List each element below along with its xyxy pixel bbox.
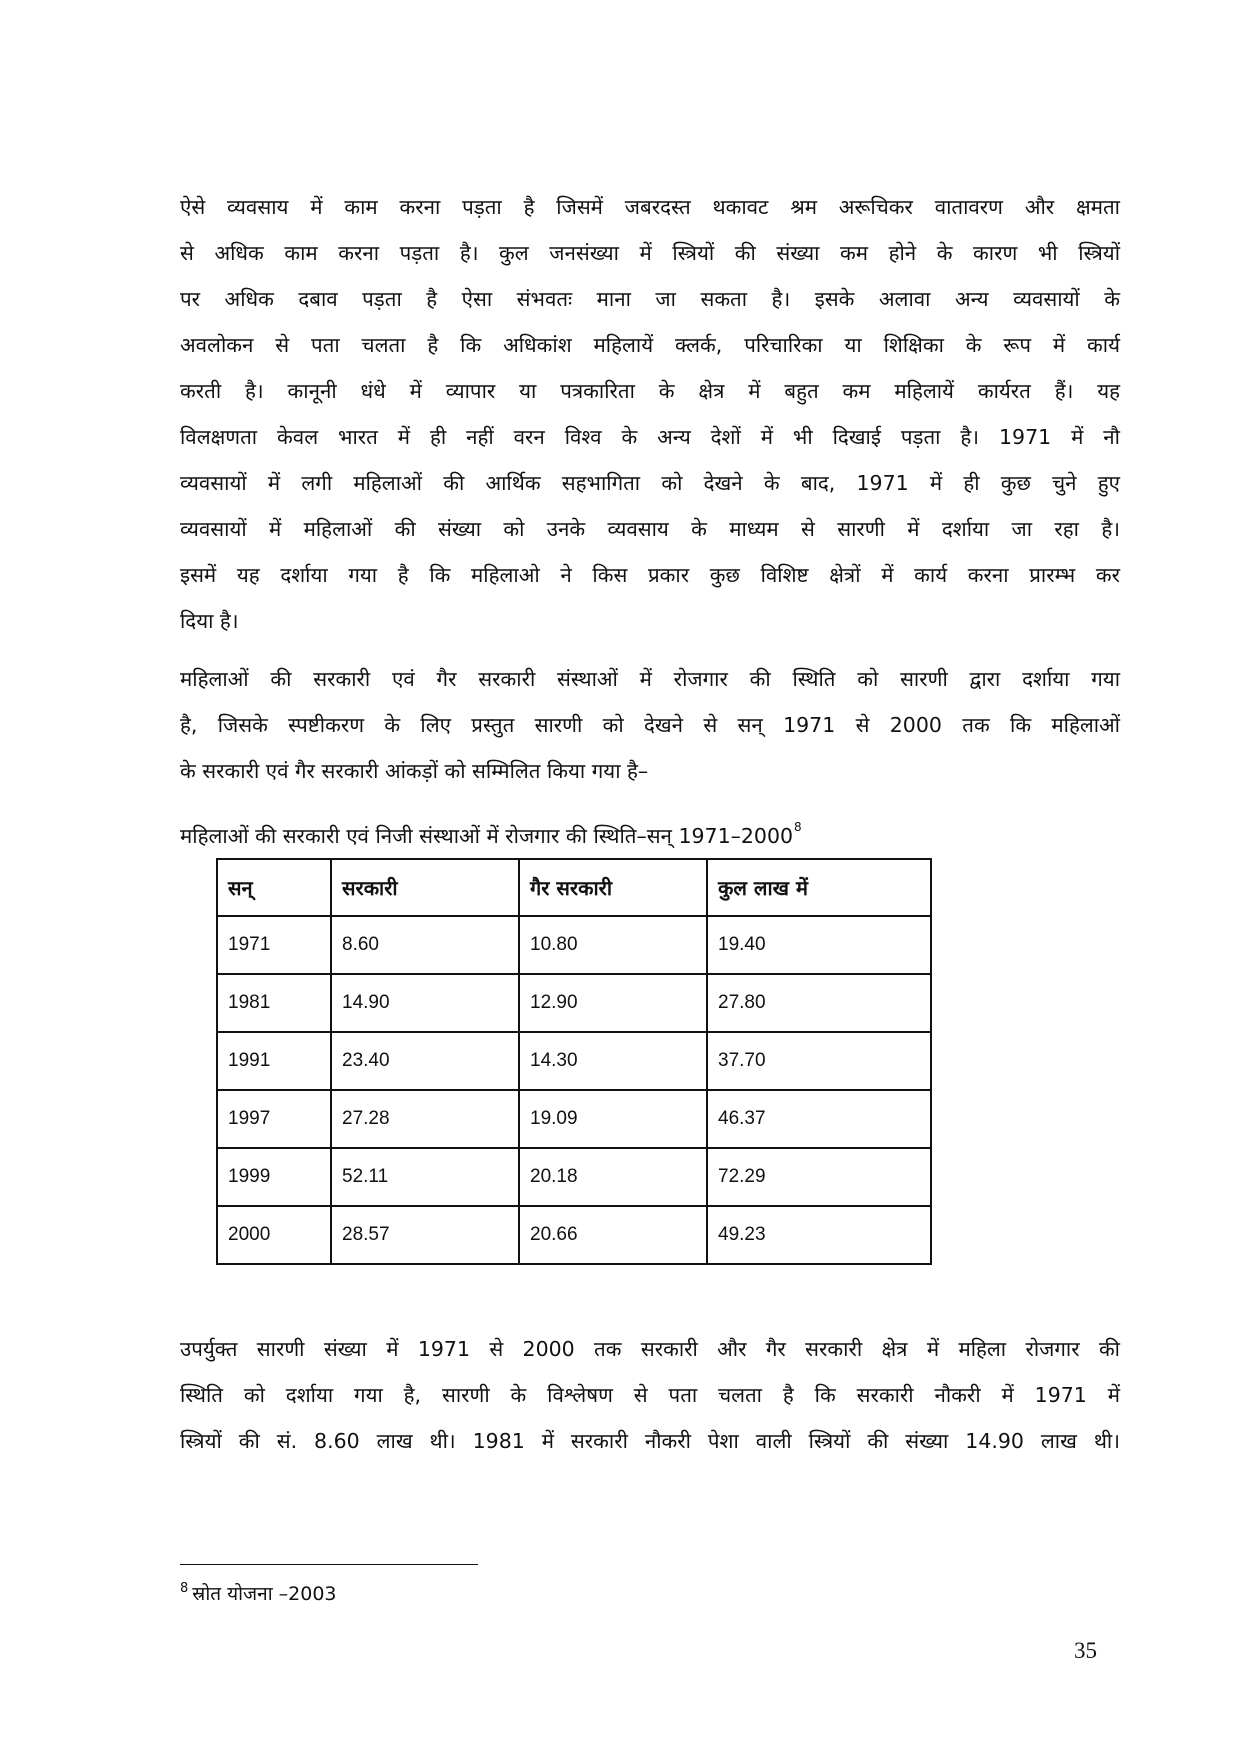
footnote-reference: 8 [794,820,802,834]
paragraph-line: ऐसे व्यवसाय में काम करना पड़ता है जिसमें जबरदस्त थकावट श्रम अरूचिकर वातावरण और क्षमता [180,195,1120,219]
table-header-row [217,859,931,916]
table-cell-government: 28.57 [331,1206,519,1264]
column-header-non-government: गैर सरकारी [519,859,707,916]
paragraph-line: से अधिक काम करना पड़ता है। कुल जनसंख्या में स्त्रियों की संख्या कम होने के कारण भी स्त्रियों [180,241,1120,265]
table-cell-total: 19.40 [707,916,931,974]
paragraph-line: स्त्रियों की सं. 8.60 लाख थी। 1981 में सरकारी नौकरी पेशा वाली स्त्रियों की संख्या 14.90 लाख थी। [180,1429,1120,1453]
column-header-government: सरकारी [331,859,519,916]
table-cell-government: 8.60 [331,916,519,974]
table-row [217,1148,931,1206]
table-cell-non-government: 19.09 [519,1090,707,1148]
table-cell-total: 49.23 [707,1206,931,1264]
footnote [180,1574,337,1609]
paragraph-line: महिलाओं की सरकारी एवं गैर सरकारी संस्थाओं में रोजगार की स्थिति को सारणी द्वारा दर्शाया गया [180,667,1120,691]
footnote-divider [180,1564,478,1565]
paragraph-line: इसमें यह दर्शाया गया है कि महिलाओ ने किस प्रकार कुछ विशिष्ट क्षेत्रों में कार्य करना प्रारम्भ कर [180,563,1120,587]
table-cell-year: 1981 [217,974,331,1032]
table-row [217,974,931,1032]
table-cell-non-government: 20.66 [519,1206,707,1264]
paragraph-line: व्यवसायों में महिलाओं की संख्या को उनके व्यवसाय के माध्यम से सारणी में दर्शाया जा रहा है। [180,517,1120,541]
table-cell-government: 14.90 [331,974,519,1032]
table-cell-total: 37.70 [707,1032,931,1090]
table-row [217,1206,931,1264]
table-row [217,1090,931,1148]
table-cell-year: 1991 [217,1032,331,1090]
paragraph-line: दिया है। [180,609,239,633]
footnote-text: स्रोत योजना –2003 [192,1583,337,1605]
table-cell-non-government: 20.18 [519,1148,707,1206]
employment-table [216,858,932,1265]
table-cell-non-government: 12.90 [519,974,707,1032]
paragraph-line: स्थिति को दर्शाया गया है, सारणी के विश्लेषण से पता चलता है कि सरकारी नौकरी में 1971 में [180,1383,1120,1407]
paragraph-line: विलक्षणता केवल भारत में ही नहीं वरन विश्व के अन्य देशों में भी दिखाई पड़ता है। 1971 में नौ [180,425,1120,449]
footnote-marker: 8 [180,1581,189,1596]
paragraph-line: अवलोकन से पता चलता है कि अधिकांश महिलायें क्लर्क, परिचारिका या शिक्षिका के रूप में कार्य [180,333,1120,357]
page-number: 35 [1074,1638,1097,1663]
table-cell-non-government: 14.30 [519,1032,707,1090]
table-cell-government: 52.11 [331,1148,519,1206]
table-row [217,1032,931,1090]
table-cell-total: 46.37 [707,1090,931,1148]
table-row [217,916,931,974]
table-cell-non-government: 10.80 [519,916,707,974]
table-cell-total: 27.80 [707,974,931,1032]
column-header-total: कुल लाख में [707,859,931,916]
paragraph-line: है, जिसके स्पष्टीकरण के लिए प्रस्तुत सारणी को देखने से सन् 1971 से 2000 तक कि महिलाओं [180,713,1120,737]
table-caption-text: महिलाओं की सरकारी एवं निजी संस्थाओं में रोजगार की स्थिति–सन् 1971–2000 [180,824,794,848]
table-caption [180,812,802,851]
table-cell-total: 72.29 [707,1148,931,1206]
table-cell-year: 1997 [217,1090,331,1148]
column-header-year: सन् [217,859,331,916]
paragraph-line: के सरकारी एवं गैर सरकारी आंकड़ों को सम्मिलित किया गया है– [180,759,649,783]
table-cell-year: 1971 [217,916,331,974]
paragraph-line: उपर्युक्त सारणी संख्या में 1971 से 2000 तक सरकारी और गैर सरकारी क्षेत्र में महिला रोजगार की [180,1337,1120,1361]
table-cell-year: 1999 [217,1148,331,1206]
table-cell-year: 2000 [217,1206,331,1264]
paragraph-line: व्यवसायों में लगी महिलाओं की आर्थिक सहभागिता को देखने के बाद, 1971 में ही कुछ चुने हुए [180,471,1120,495]
table-cell-government: 27.28 [331,1090,519,1148]
table-cell-government: 23.40 [331,1032,519,1090]
paragraph-line: करती है। कानूनी धंधे में व्यापार या पत्रकारिता के क्षेत्र में बहुत कम महिलायें कार्यरत हैं। यह [180,379,1120,403]
paragraph-line: पर अधिक दबाव पड़ता है ऐसा संभवतः माना जा सकता है। इसके अलावा अन्य व्यवसायों के [180,287,1120,311]
